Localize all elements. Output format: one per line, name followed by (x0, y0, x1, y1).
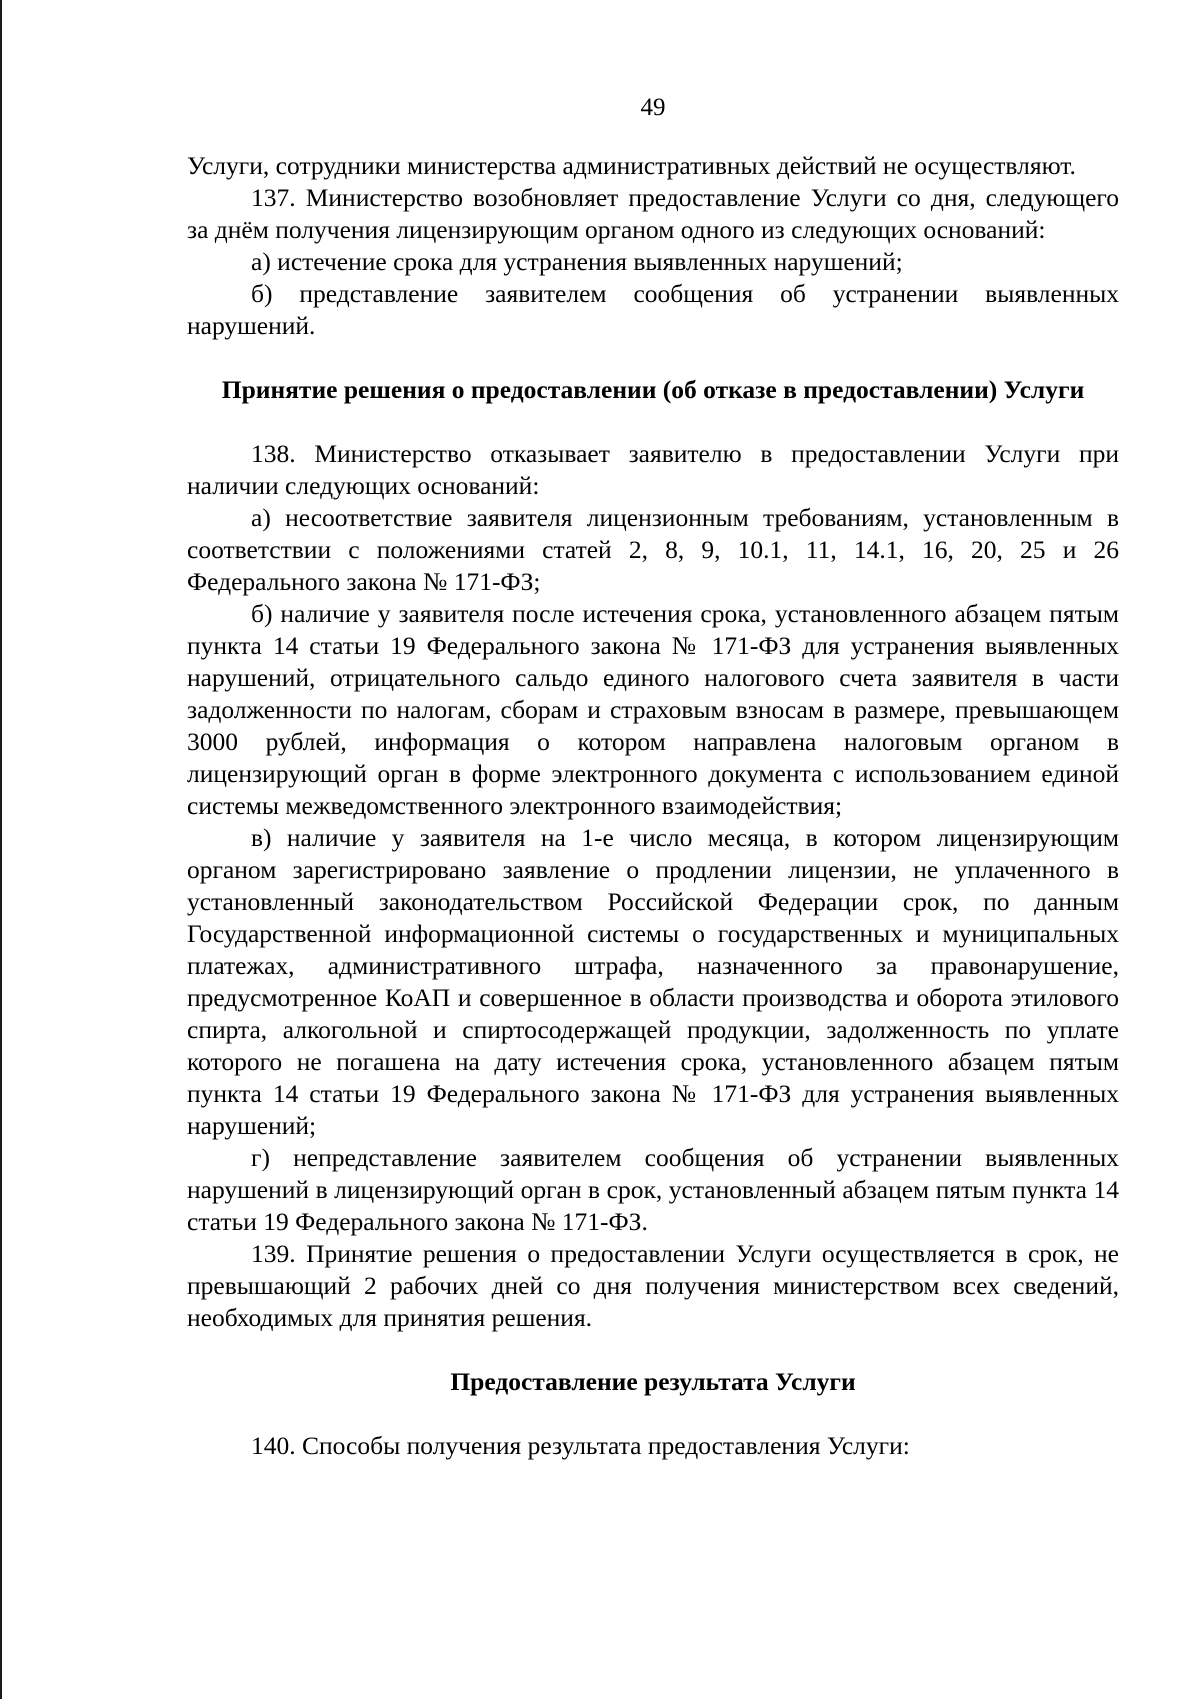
section-heading-result: Предоставление результата Услуги (450, 1367, 856, 1396)
paragraph-137: 137. Министерство возобновляет предоставление Услуги со дня, следующего за днём получения лицензирующим органом одного из следующих оснований: (187, 183, 1119, 244)
scan-edge-line (0, 0, 2, 1699)
paragraph-138-b: б) наличие у заявителя после истечения срока, установленного абзацем пятым пункта 14 статьи 19 Федерального закона № 171-ФЗ для устранения выявленных нарушений, отрицательного сальдо единого налогового счета заявителя в части задолженности по налогам, сборам и страховым взносам в размере, превышающем 3000 рублей, информация о котором направлена налоговым органом в лицензирующий орган в форме электронного документа с использованием единой системы межведомственного электронного взаимодействия; (187, 599, 1119, 820)
paragraph-139: 139. Принятие решения о предоставлении Услуги осуществляется в срок, не превышающий 2 рабочих дней со дня получения министерством всех сведений, необходимых для принятия решения. (187, 1239, 1119, 1332)
paragraph-138-g: г) непредставление заявителем сообщения об устранении выявленных нарушений в лицензирующий орган в срок, установленный абзацем пятым пункта 14 статьи 19 Федерального закона № 171-ФЗ. (187, 1143, 1119, 1236)
section-heading-decision: Принятие решения о предоставлении (об отказе в предоставлении) Услуги (221, 375, 1085, 404)
paragraph-137-a: а) истечение срока для устранения выявленных нарушений; (251, 247, 903, 276)
document-body (187, 150, 1119, 1462)
paragraph-137-b: б) представление заявителем сообщения об устранении выявленных нарушений. (187, 279, 1119, 340)
paragraph-138-a: а) несоответствие заявителя лицензионным требованиям, установленным в соответствии с положениями статей 2, 8, 9, 10.1, 11, 14.1, 16, 20, 25 и 26 Федерального закона № 171-ФЗ; (187, 503, 1119, 596)
paragraph-140: 140. Способы получения результата предоставления Услуги: (251, 1431, 910, 1460)
paragraph-continuation: Услуги, сотрудники министерства административных действий не осуществляют. (187, 151, 1076, 180)
page-number: 49 (640, 94, 666, 121)
paragraph-138: 138. Министерство отказывает заявителю в предоставлении Услуги при наличии следующих оснований: (187, 439, 1119, 500)
paragraph-138-v: в) наличие у заявителя на 1-е число месяца, в котором лицензирующим органом зарегистрировано заявление о продлении лицензии, не уплаченного в установленный законодательством Российской Федерации срок, по данным Государственной информационной системы о государственных и муниципальных платежах, административного штрафа, назначенного за правонарушение, предусмотренное КоАП и совершенное в области производства и оборота этилового спирта, алкогольной и спиртосодержащей продукции, задолженность по уплате которого не погашена на дату истечения срока, установленного абзацем пятым пункта 14 статьи 19 Федерального закона № 171-ФЗ для устранения выявленных нарушений; (187, 823, 1119, 1140)
